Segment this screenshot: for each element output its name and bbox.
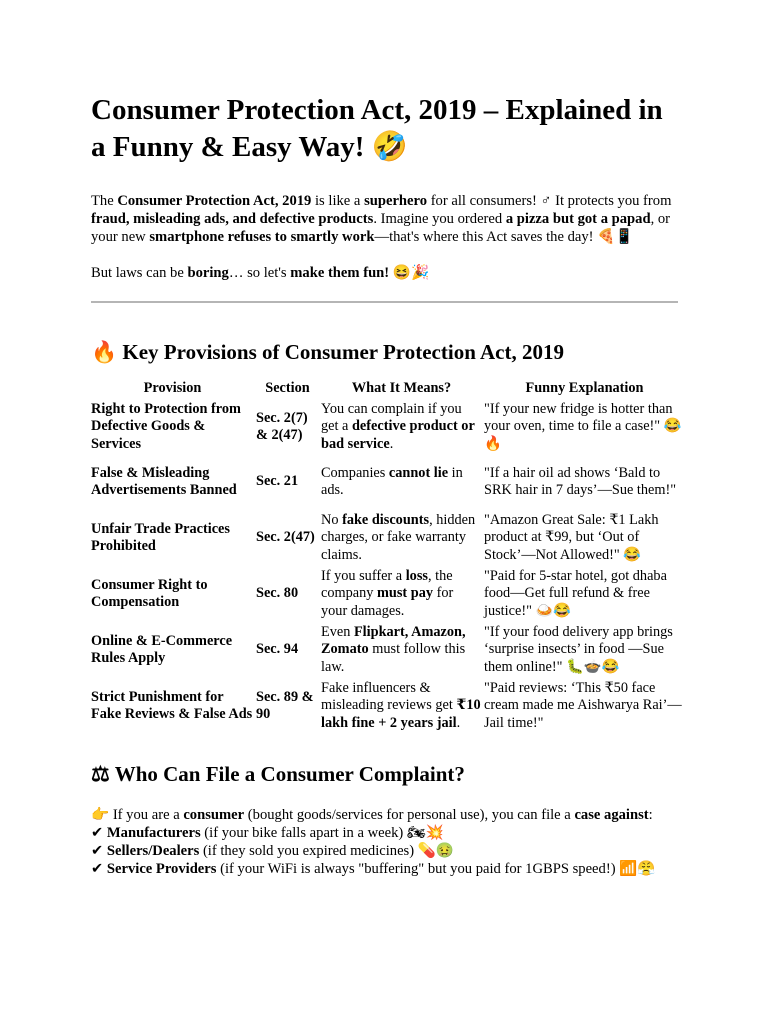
meaning-text: Companies: [321, 464, 389, 481]
intro-text: But laws can be: [91, 265, 188, 281]
intro-text: for all consumers! ♂ It protects you from: [427, 193, 672, 209]
who-lead-line: [91, 806, 678, 824]
table-row: [91, 622, 687, 678]
intro-bold: boring: [187, 265, 229, 281]
table-row: [91, 510, 687, 566]
lead-text: :: [648, 807, 653, 823]
meaning-text: Fake influencers & misleading reviews get: [321, 679, 457, 714]
funny-cell: "If your food delivery app brings ‘surprise insects’ in food —Sue them online!" 🐛🍲😂: [484, 623, 673, 675]
intro-text: , or your new: [91, 211, 671, 245]
meaning-text: .: [456, 714, 461, 731]
intro-bold: make them fun!: [290, 265, 390, 281]
section-cell: Sec. 94: [256, 641, 299, 658]
lead-bold: case against: [574, 807, 649, 823]
meaning-bold: Flipkart, Amazon, Zomato: [321, 623, 466, 658]
table-row: [91, 678, 687, 734]
provision-cell: Consumer Right to Compensation: [91, 576, 208, 610]
meaning-cell: [321, 510, 484, 566]
meaning-text: No: [321, 511, 343, 528]
intro-text: —that's where this Act saves the day! 🍕📱: [374, 229, 634, 245]
intro-text: The: [91, 193, 118, 209]
provisions-table: [91, 380, 687, 734]
intro-text: is like a: [311, 193, 365, 209]
list-item-bold: Sellers/Dealers: [106, 843, 200, 859]
provision-cell: Right to Protection from Defective Goods & Services: [91, 400, 241, 452]
section-cell: Sec. 80: [256, 585, 299, 602]
intro-bold: superhero: [364, 193, 428, 209]
funny-cell: "If your new fridge is hotter than your oven, time to file a case!" 😂🔥: [484, 400, 682, 452]
table-row: [91, 454, 687, 510]
meaning-text: in ads.: [321, 464, 463, 498]
check-icon: ✔: [91, 843, 107, 859]
meaning-bold: cannot lie: [388, 464, 449, 481]
intro-section: [91, 192, 678, 282]
list-item-text: (if they sold you expired medicines) 💊🤢: [199, 843, 455, 859]
meaning-text: Even: [321, 623, 354, 640]
check-icon: ✔: [91, 825, 107, 841]
who-can-file-heading: ⚖ Who Can File a Consumer Complaint?: [91, 762, 465, 786]
provision-cell: Strict Punishment for Fake Reviews & False Ads: [91, 688, 253, 722]
list-item-text: (if your WiFi is always "buffering" but you paid for 1GBPS speed!) 📶😤: [216, 861, 656, 877]
list-item: [91, 860, 678, 878]
list-item: [91, 842, 678, 860]
who-can-file-list: [91, 806, 678, 878]
section-cell: Sec. 2(47): [256, 529, 315, 546]
meaning-text: , the company: [321, 567, 453, 602]
column-header-section: Section: [265, 380, 310, 397]
section-cell: Sec. 89 & 90: [256, 688, 314, 722]
meaning-text: for your damages.: [321, 585, 454, 619]
funny-cell: "Paid for 5-star hotel, got dhaba food—Get full refund & free justice!" 🍛😂: [484, 567, 667, 619]
section-divider: [91, 301, 678, 303]
meaning-bold: defective product or bad service: [321, 418, 475, 452]
intro-paragraph: [91, 192, 678, 246]
column-header-funny: Funny Explanation: [525, 380, 644, 397]
meaning-text: must follow this law.: [321, 641, 466, 675]
meaning-text: .: [389, 435, 394, 452]
provision-cell: Unfair Trade Practices Prohibited: [91, 520, 230, 554]
intro-bold: a pizza but got a papad: [505, 211, 651, 227]
meaning-cell: [321, 454, 484, 510]
table-header-row: [91, 380, 687, 400]
meaning-cell: [321, 400, 484, 454]
intro-text: … so let's: [228, 265, 291, 281]
meaning-text: If you suffer a: [321, 567, 406, 584]
meaning-bold: must pay: [376, 585, 433, 602]
intro-bold: fraud, misleading ads, and defective products: [91, 211, 374, 227]
meaning-cell: [321, 566, 484, 622]
page-title: Consumer Protection Act, 2019 – Explained in a Funny & Easy Way! 🤣: [91, 94, 663, 163]
key-provisions-heading: 🔥 Key Provisions of Consumer Protection Act, 2019: [91, 340, 564, 364]
lead-text: 👉 If you are a: [91, 807, 184, 823]
list-item-bold: Manufacturers: [106, 825, 201, 841]
table-row: [91, 566, 687, 622]
meaning-cell: [321, 678, 484, 734]
provision-cell: False & Misleading Advertisements Banned: [91, 464, 237, 498]
funny-cell: "Amazon Great Sale: ₹1 Lakh product at ₹99, but ‘Out of Stock’—Not Allowed!" 😂: [484, 511, 659, 563]
meaning-bold: ₹10 lakh fine + 2 years jail: [321, 697, 481, 731]
intro-bold: Consumer Protection Act, 2019: [117, 193, 312, 209]
meaning-bold: loss: [405, 567, 428, 584]
table-row: [91, 400, 687, 454]
meaning-text: You can complain if you get a: [321, 400, 462, 435]
column-header-provision: Provision: [143, 380, 202, 397]
meaning-text: , hidden charges, or fake warranty claims.: [321, 511, 476, 563]
list-item-text: (if your bike falls apart in a week) 🏍💥: [200, 825, 444, 841]
lead-bold: consumer: [183, 807, 245, 823]
intro-text: . Imagine you ordered: [373, 211, 506, 227]
intro-text: 😆🎉: [389, 265, 430, 281]
lead-text: (bought goods/services for personal use), you can file a: [244, 807, 575, 823]
funny-cell: "If a hair oil ad shows ‘Bald to SRK hair in 7 days’—Sue them!": [484, 464, 677, 498]
section-cell: Sec. 21: [256, 473, 299, 490]
column-header-meaning: What It Means?: [351, 380, 452, 397]
provision-cell: Online & E-Commerce Rules Apply: [91, 632, 233, 666]
list-item-bold: Service Providers: [106, 861, 217, 877]
funny-cell: "Paid reviews: ‘This ₹50 face cream made me Aishwarya Rai’—Jail time!": [484, 679, 682, 731]
meaning-cell: [321, 622, 484, 678]
list-item: [91, 824, 678, 842]
section-cell: Sec. 2(7) & 2(47): [256, 409, 308, 443]
meaning-bold: fake discounts: [342, 511, 430, 528]
intro-paragraph-2: [91, 264, 678, 282]
intro-bold: smartphone refuses to smartly work: [149, 229, 375, 245]
check-icon: ✔: [91, 861, 107, 877]
